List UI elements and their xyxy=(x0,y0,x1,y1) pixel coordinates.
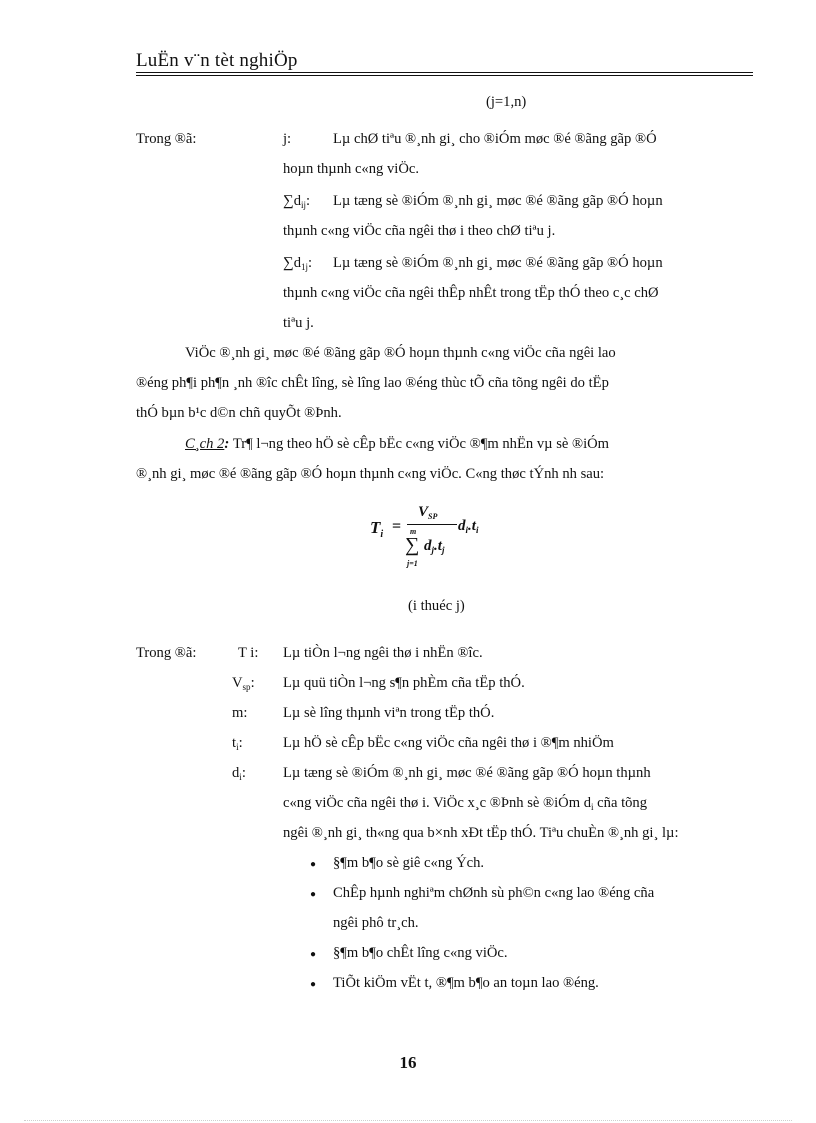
formula-summation: ∑ xyxy=(405,534,420,556)
formula-equals: = xyxy=(392,518,402,535)
header-rule-thin xyxy=(136,75,753,76)
def-ti-text: Lµ tiÒn l¬ng ngêi thø i nhËn ®îc. xyxy=(283,645,483,661)
running-header-title: LuËn v¨n tèt nghiÖp xyxy=(136,50,298,71)
def-m-key: m: xyxy=(232,705,248,721)
def-ti-key: T i: xyxy=(238,645,259,661)
method-2-colon: : xyxy=(224,436,230,452)
para2-line1-text: Tr¶ l¬ng theo hÖ sè cÊp bËc c«ng viÖc ®¶m nhËn vµ sè ®iÓm xyxy=(232,436,610,452)
def-vsp-text: Lµ quü tiÒn l¬ng s¶n phÈm cña tËp thÓ. xyxy=(283,675,525,691)
formula-denominator: $d_j.t_j$ xyxy=(424,538,445,555)
criterion-2-line2: ngêi phô tr¸ch. xyxy=(333,915,419,931)
formula-lhs: $T_i$ xyxy=(370,518,384,540)
page-number: 16 xyxy=(399,1053,417,1072)
summation-symbol: ∑ xyxy=(283,255,294,271)
def-j-line1: Lµ chØ tiªu ®¸nh gi¸ cho ®iÓm møc ®é ®ãng gãp ®Ó xyxy=(333,131,657,147)
para1-line1: ViÖc ®¸nh gi¸ møc ®é ®ãng gãp ®Ó hoµn thµnh c«ng viÖc cña ngêi lao xyxy=(185,345,616,361)
formula-numerator: $V_{SP}$ xyxy=(418,504,438,521)
subscript: ij xyxy=(301,200,307,210)
var-d: d xyxy=(293,193,301,209)
criterion-4: TiÕt kiÖm vËt t, ®¶m b¶o an toµn lao ®éng. xyxy=(333,975,599,991)
var-d: d xyxy=(293,255,301,271)
where-label-2: Trong ®ã: xyxy=(136,645,197,661)
criterion-2-line1: ChÊp hµnh nghiªm chØnh sù ph©n c«ng lao ®éng cña xyxy=(333,885,655,901)
para1-line2: ®éng ph¶i ph¶n ¸nh ®îc chÊt lîng, sè lîng lao ®éng thùc tÕ cña tõng ngêi do tËp xyxy=(136,375,609,391)
para1-line3: thÓ bµn b¹c d©n chñ quyÕt ®Þnh. xyxy=(136,405,342,421)
def-sum-d1j-line2: thµnh c«ng viÖc cña ngêi thÊp nhÊt trong tËp thÓ theo c¸c chØ xyxy=(283,285,659,301)
def-sum-d1j-key: $\sum d_{1j}$: xyxy=(283,255,313,272)
sum-upper-limit: m xyxy=(410,527,417,536)
def-vsp-key: $V_{sp}$: xyxy=(232,675,255,692)
def-d-key: $d_i$: xyxy=(232,765,246,782)
criterion-1: §¶m b¶o sè giê c«ng Ých. xyxy=(333,855,485,871)
para2-line2: ®¸nh gi¸ møc ®é ®ãng gãp ®Ó hoµn thµnh c«ng viÖc. C«ng thøc tÝnh nh sau: xyxy=(136,466,605,482)
def-sum-d1j-line1: Lµ tæng sè ®iÓm ®¸nh gi¸ møc ®é ®ãng gãp ®Ó hoµn xyxy=(333,255,663,271)
header-rule xyxy=(136,72,753,73)
criterion-3: §¶m b¶o chÊt lîng c«ng viÖc. xyxy=(333,945,508,961)
def-sum-d1j-line3: tiªu j. xyxy=(283,315,314,331)
def-d-line1: Lµ tæng sè ®iÓm ®¸nh gi¸ møc ®é ®ãng gãp ®Ó hoµn thµnh xyxy=(283,765,651,781)
bullet-icon: ● xyxy=(310,949,317,960)
def-t-key: $t_i$: xyxy=(232,735,243,752)
index-range: (j=1,n) xyxy=(486,94,527,110)
summation-symbol: ∑ xyxy=(283,193,294,209)
def-j-line2: hoµn thµnh c«ng viÖc. xyxy=(283,161,419,177)
sum-lower-limit: j=1 xyxy=(407,559,418,568)
formula-multiplier: $d_i.t_i$ xyxy=(458,518,479,535)
bullet-icon: ● xyxy=(310,859,317,870)
def-sum-dij-line1: Lµ tæng sè ®iÓm ®¸nh gi¸ møc ®é ®ãng gãp ®Ó hoµn xyxy=(333,193,663,209)
def-sum-dij-key: $\sum d_{ij}$: xyxy=(283,193,311,210)
wage-formula xyxy=(370,502,510,572)
def-sum-dij-line2: thµnh c«ng viÖc cña ngêi thø i theo chØ tiªu j. xyxy=(283,223,556,239)
def-d-line2: c«ng viÖc cña ngêi thø i. ViÖc x¸c ®Þnh sè ®iÓm $d_i$ cña tõng xyxy=(283,795,648,812)
def-m-text: Lµ sè lîng thµnh viªn trong tËp thÓ. xyxy=(283,705,495,721)
subscript: 1j xyxy=(301,262,309,272)
def-j-key: j: xyxy=(283,131,292,147)
page-bottom-border xyxy=(24,1120,792,1121)
where-label: Trong ®ã: xyxy=(136,131,197,147)
bullet-icon: ● xyxy=(310,889,317,900)
bullet-icon: ● xyxy=(310,979,317,990)
para2-line1 xyxy=(185,436,609,453)
formula-condition: (i thuéc j) xyxy=(408,598,465,614)
fraction-bar xyxy=(407,524,457,525)
def-t-text: Lµ hÖ sè cÊp bËc c«ng viÖc cña ngêi thø i ®¶m nhiÖm xyxy=(283,735,614,751)
method-2-label: C¸ch 2 xyxy=(185,436,225,452)
def-d-line3: ngêi ®¸nh gi¸ th«ng qua b×nh xÐt tËp thÓ. Tiªu chuÈn ®¸nh gi¸ lµ: xyxy=(283,825,679,841)
